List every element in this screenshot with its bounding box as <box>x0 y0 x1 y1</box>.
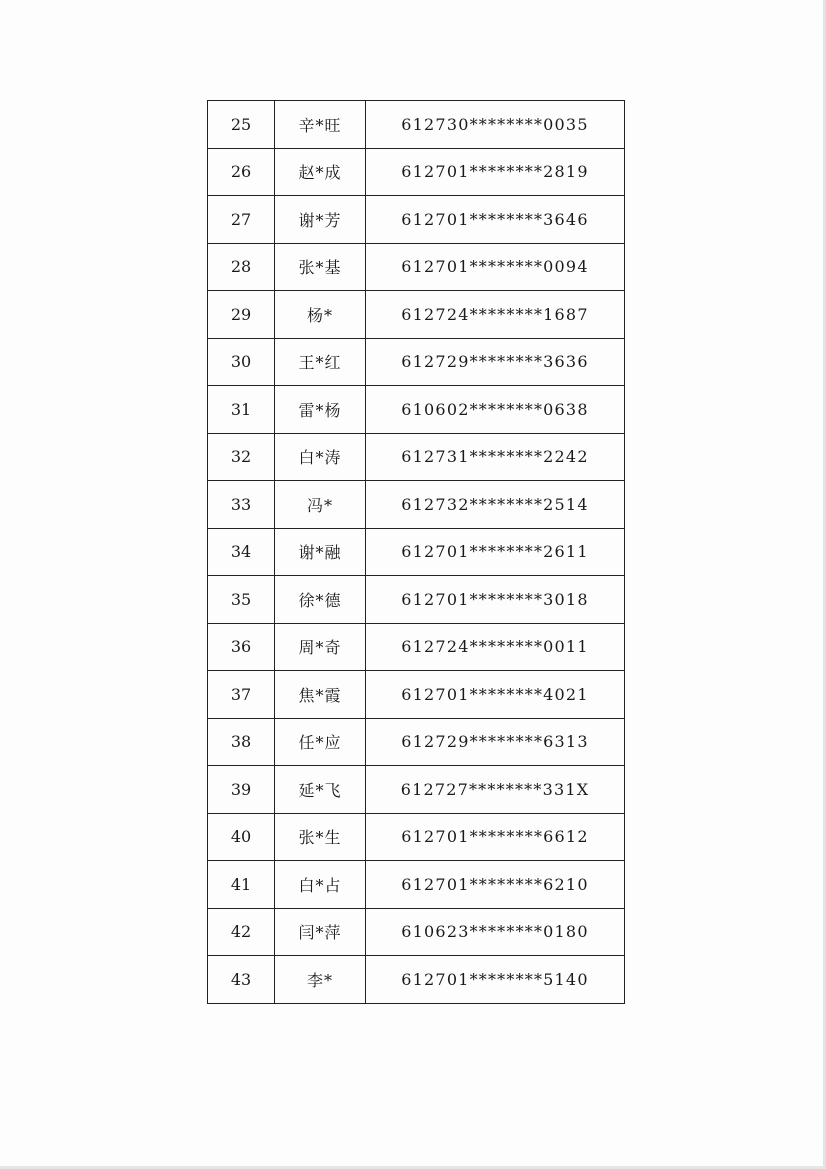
row-number: 42 <box>208 908 275 956</box>
table-row <box>208 528 625 576</box>
person-name: 杨* <box>275 291 366 339</box>
name-list-table <box>207 100 625 1004</box>
table-row <box>208 196 625 244</box>
row-number: 26 <box>208 148 275 196</box>
table-row <box>208 481 625 529</box>
table-row <box>208 623 625 671</box>
person-name: 闫*萍 <box>275 908 366 956</box>
id-number: 612701********0094 <box>366 243 625 291</box>
person-name: 张*生 <box>275 813 366 861</box>
id-number: 612701********6210 <box>366 861 625 909</box>
table-row <box>208 243 625 291</box>
table-row <box>208 671 625 719</box>
table-row <box>208 386 625 434</box>
row-number: 43 <box>208 956 275 1004</box>
row-number: 28 <box>208 243 275 291</box>
table-row <box>208 766 625 814</box>
table-row <box>208 291 625 339</box>
table-row <box>208 148 625 196</box>
person-name: 谢*芳 <box>275 196 366 244</box>
row-number: 38 <box>208 718 275 766</box>
id-number: 612731********2242 <box>366 433 625 481</box>
id-number: 612724********0011 <box>366 623 625 671</box>
id-number: 612701********3646 <box>366 196 625 244</box>
table-row <box>208 338 625 386</box>
id-number: 610602********0638 <box>366 386 625 434</box>
person-name: 徐*德 <box>275 576 366 624</box>
person-name: 冯* <box>275 481 366 529</box>
table-row <box>208 861 625 909</box>
person-name: 赵*成 <box>275 148 366 196</box>
id-number: 612701********2819 <box>366 148 625 196</box>
id-number: 612724********1687 <box>366 291 625 339</box>
person-name: 周*奇 <box>275 623 366 671</box>
person-name: 白*占 <box>275 861 366 909</box>
table-row <box>208 433 625 481</box>
row-number: 41 <box>208 861 275 909</box>
table-row <box>208 576 625 624</box>
row-number: 39 <box>208 766 275 814</box>
table-row <box>208 956 625 1004</box>
id-number: 612701********2611 <box>366 528 625 576</box>
person-name: 任*应 <box>275 718 366 766</box>
row-number: 40 <box>208 813 275 861</box>
person-name: 白*涛 <box>275 433 366 481</box>
id-number: 612732********2514 <box>366 481 625 529</box>
id-number: 612701********5140 <box>366 956 625 1004</box>
person-name: 延*飞 <box>275 766 366 814</box>
table-row <box>208 718 625 766</box>
table-body <box>208 101 625 1004</box>
id-number: 612727********331X <box>366 766 625 814</box>
id-number: 612701********6612 <box>366 813 625 861</box>
person-name: 谢*融 <box>275 528 366 576</box>
id-number: 612701********3018 <box>366 576 625 624</box>
id-number: 612730********0035 <box>366 101 625 149</box>
person-name: 焦*霞 <box>275 671 366 719</box>
row-number: 33 <box>208 481 275 529</box>
row-number: 37 <box>208 671 275 719</box>
person-name: 王*红 <box>275 338 366 386</box>
row-number: 31 <box>208 386 275 434</box>
row-number: 34 <box>208 528 275 576</box>
person-name: 雷*杨 <box>275 386 366 434</box>
row-number: 25 <box>208 101 275 149</box>
row-number: 29 <box>208 291 275 339</box>
row-number: 30 <box>208 338 275 386</box>
person-name: 李* <box>275 956 366 1004</box>
row-number: 36 <box>208 623 275 671</box>
table-row <box>208 101 625 149</box>
table-row <box>208 908 625 956</box>
person-name: 张*基 <box>275 243 366 291</box>
id-number: 612729********3636 <box>366 338 625 386</box>
row-number: 27 <box>208 196 275 244</box>
row-number: 35 <box>208 576 275 624</box>
row-number: 32 <box>208 433 275 481</box>
person-name: 辛*旺 <box>275 101 366 149</box>
table-row <box>208 813 625 861</box>
id-number: 610623********0180 <box>366 908 625 956</box>
id-number: 612729********6313 <box>366 718 625 766</box>
id-number: 612701********4021 <box>366 671 625 719</box>
